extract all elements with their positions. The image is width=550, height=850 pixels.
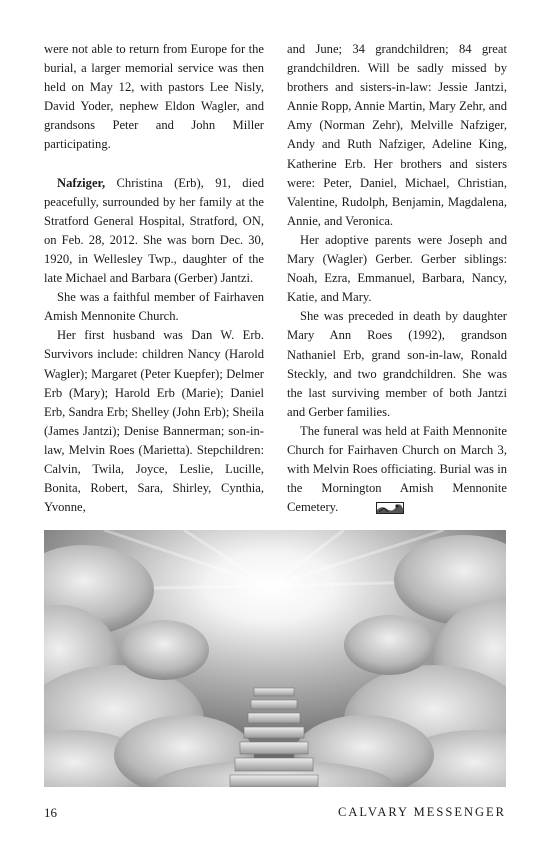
preceded-paragraph: She was preceded in death by daughter Mary Ann Roes (1992), grandson Nathaniel Erb, grand son-in-law, Ronald Steckly, and two grandchildren. She was the last surviving member of both Jantzi and Gerber families. [287,309,507,419]
obituary-intro-text: Christina (Erb), 91, died peacefully, surrounded by her family at the Stratford General Hospital, Stratford, ON, on Feb. 28, 2012. She was born Dec. 30, 1920, in Wellesley Twp., daughter of the late Michael and Barbara (Gerber) Jantzi. [44,175,264,286]
obituary-name: Nafziger, [57,175,106,190]
publication-title: CALVARY MESSENGER [338,805,506,819]
membership-paragraph: She was a faithful member of Fairhaven Amish Mennonite Church. [44,290,264,324]
grandchildren-paragraph: and June; 34 grandchildren; 84 great grandchildren. Will be sadly missed by brothers and sisters-in-law: Jessie Jantzi, Annie Ropp, Annie Martin, Mary Zehr, and Amy (Norman Zehr), Melville Nafziger, Andy and Ruth Nafziger, Adeline King, Katherine Erb. Her brothers and sisters were: Peter, Daniel, Michael, Christian, Valentine, Rudolph, Benjamin, Magdalena, Annie, and Veronica. [287,42,507,228]
right-column [287,40,507,517]
heaven-stairway-photo [44,530,506,787]
continued-paragraph: were not able to return from Europe for the burial, a larger memorial service was then held on May 12, with pastors Lee Nisly, David Yoder, nephew Eldon Wagler, and grandsons Peter and John Miller participating. [44,42,264,152]
funeral-text: The funeral was held at Faith Mennonite Church for Fairhaven Church on March 3, with Melvin Roes officiating. Burial was in the Mornington Amish Mennonite Cemetery. [287,423,507,515]
page-number: 16 [44,805,57,820]
obituary-intro [44,174,264,289]
adoptive-parents-paragraph: Her adoptive parents were Joseph and Mary (Wagler) Gerber. Gerber siblings: Noah, Ezra, Emmanuel, Barbara, Nancy, Katie, and Mary. [287,232,507,305]
survivors-paragraph: Her first husband was Dan W. Erb. Survivors include: children Nancy (Harold Wagler); Margaret (Peter Kuepfer); Delmer Erb (Mary); Harold Erb (Marie); Daniel Erb, Sandra Erb; Shelley (John Erb); Sheila (James Jantzi); Denise Bannerman; son-in-law, Melvin Roes (Marietta). Stepchildren: Calvin, Twila, Joyce, Leslie, Lucille, Bonita, Robert, Sara, Shirley, Cynthia, Yvonne, [44,328,264,515]
funeral-paragraph [287,422,507,517]
landscape-ornament-icon [376,502,404,514]
left-column [44,40,264,517]
